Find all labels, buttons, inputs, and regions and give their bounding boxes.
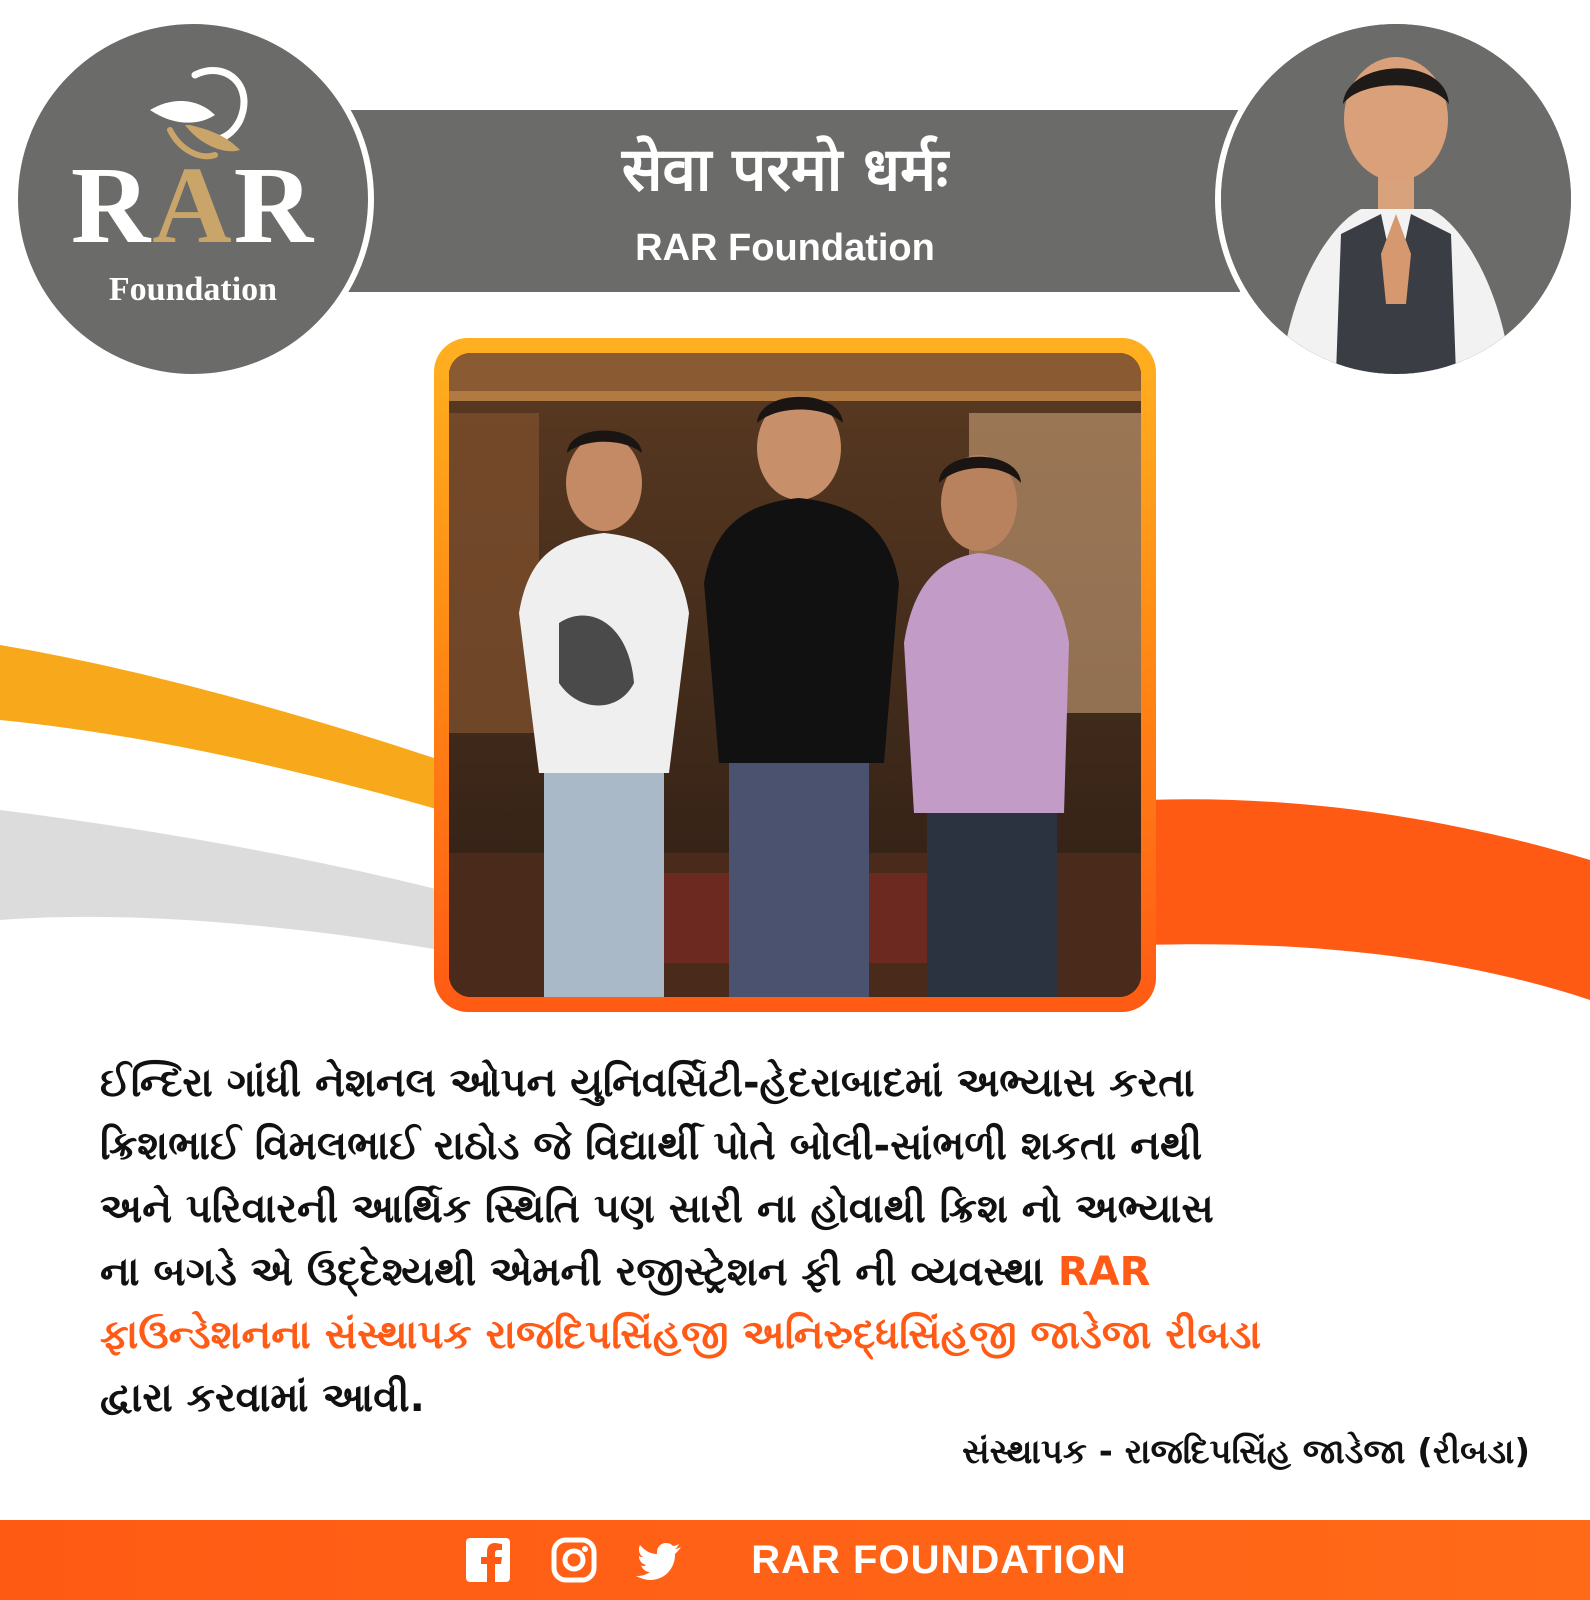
logo-letter-r: R (70, 144, 153, 266)
body-line-6: દ્વારા કરવામાં આવી. (100, 1375, 425, 1421)
founder-portrait-image (1221, 24, 1571, 374)
footer-label: RAR FOUNDATION (751, 1537, 1127, 1582)
header-subtitle: RAR Foundation (635, 227, 935, 269)
body-line-4-accent: RAR (1057, 1249, 1151, 1295)
group-photo-image (449, 353, 1141, 997)
body-line-3: અને પરિવારની આર્થિક સ્થિતિ પણ સારી ના હોવાથી ક્રિશ નો અભ્યાસ (100, 1186, 1214, 1232)
footer-row (0, 1520, 1590, 1600)
body-line-4-text: ના બગડે એ ઉદ્દેશ્યથી એમની રજીસ્ટ્રેશન ફી ની વ્યવસ્થા (100, 1249, 1044, 1295)
logo-foundation-label: Foundation (108, 271, 278, 308)
body-line-1: ઈન્દિરા ગાંધી નેશનલ ઓપન યુનિવર્સિટી-હેદરાબાદમાં અભ્યાસ કરતા (100, 1060, 1195, 1106)
group-photo (449, 353, 1141, 997)
logo-letter-a: A (152, 144, 234, 266)
instagram-icon[interactable] (549, 1535, 599, 1585)
body-line-4 (100, 1241, 1500, 1304)
logo-letter-r2: R (233, 144, 316, 266)
logo-wordmark (12, 144, 374, 266)
header-title: सेवा परमो धर्मः (621, 135, 949, 205)
body-line-5: ફાઉન્ડેશનના સંસ્થાપક રાજદિપસિંહજી અનિરુદ્ધસિંહજી જાડેજા રીબડા (100, 1312, 1262, 1358)
facebook-icon[interactable] (463, 1535, 513, 1585)
announcement-text (100, 1052, 1500, 1430)
body-line-2: ક્રિશભાઈ વિમલભાઈ રાઠોડ જે વિદ્યાર્થી પોતે બોલી-સાંભળી શકતા નથી (100, 1123, 1203, 1169)
founder-signature: સંસ્થાપક - રાજદિપસિંહ જાડેજા (રીબડા) (962, 1432, 1530, 1472)
founder-portrait (1215, 18, 1577, 380)
twitter-icon[interactable] (635, 1535, 685, 1585)
